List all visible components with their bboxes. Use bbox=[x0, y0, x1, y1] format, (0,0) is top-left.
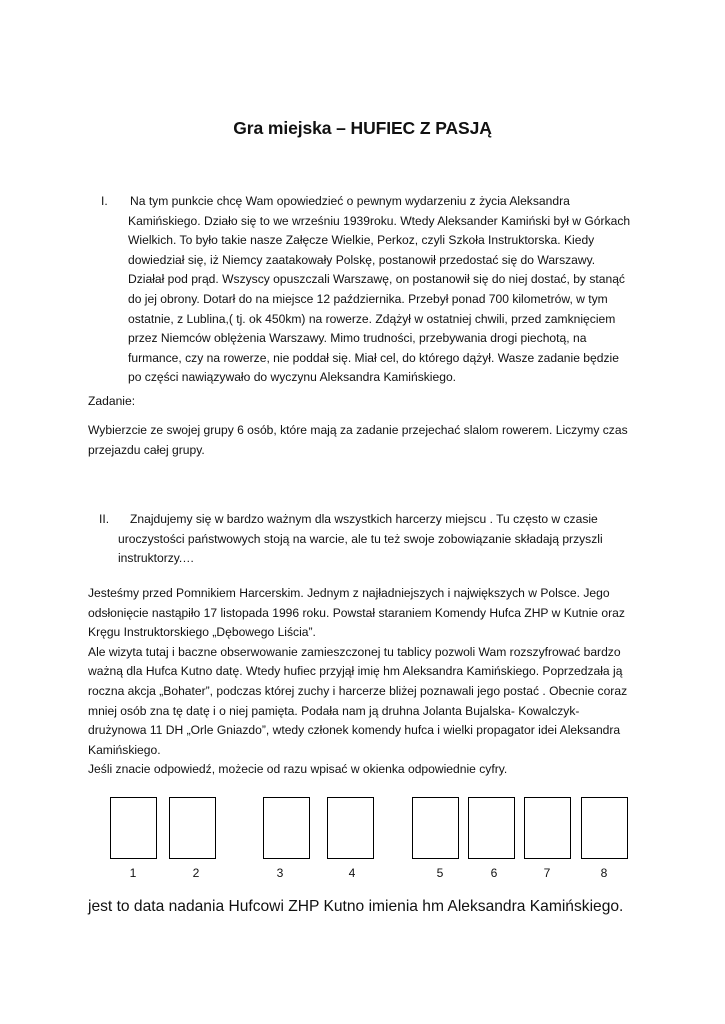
body-line: Kręgu Instruktorskiego „Dębowego Liścia”. bbox=[88, 625, 316, 640]
answer-box-7[interactable] bbox=[524, 797, 571, 859]
section1-line: Wielkich. To było takie nasze Załęcze Wielkie, Perkoz, czyli Szkoła Instruktorska. Kiedy bbox=[128, 233, 595, 248]
body-line: roczna akcja „Bohater”, podczas której zuchy i harcerze bliżej poznawali jego postać . Obecnie coraz bbox=[88, 683, 628, 698]
answer-box-6[interactable] bbox=[468, 797, 515, 859]
section2-numeral: II. bbox=[99, 512, 110, 526]
section1-line: przez Niemców oblężenia Warszawy. Mimo trudności, przebywania drogi piechotą, na bbox=[128, 331, 587, 346]
answer-box-3[interactable] bbox=[263, 797, 310, 859]
body-line: Jesteśmy przed Pomnikiem Harcerskim. Jednym z najładniejszych i największych w Polsce. Jego bbox=[88, 586, 610, 600]
section1-line: po części nawiązywało do wyczynu Aleksandra Kamińskiego. bbox=[128, 370, 457, 385]
box-number: 6 bbox=[490, 866, 498, 880]
answer-box-4[interactable] bbox=[327, 797, 374, 859]
box-number: 5 bbox=[436, 866, 444, 880]
body-line: odsłonięcie nastąpiło 17 listopada 1996 roku. Powstał staraniem Komendy Hufca ZHP w Kutnie oraz bbox=[88, 605, 625, 620]
body-line: ważną dla Hufca Kutno datę. Wtedy hufiec przyjął imię hm Aleksandra Kamińskiego. Poprzedzała ją bbox=[88, 664, 623, 679]
body-line: Ale wizyta tutaj i baczne obserwowanie zamieszczonej tu tablicy pozwoli Wam rozszyfrować bardzo bbox=[88, 644, 621, 659]
body-line: Kamińskiego. bbox=[88, 742, 161, 757]
answer-boxes bbox=[0, 797, 725, 887]
box-number: 8 bbox=[600, 866, 608, 880]
section1-line: do jej obrony. Dotarł do na miejsce 12 października. Przebył ponad 700 kilometrów, w tym bbox=[128, 291, 608, 306]
final-statement: jest to data nadania Hufcowi ZHP Kutno imienia hm Aleksandra Kamińskiego. bbox=[88, 898, 624, 915]
answer-box-2[interactable] bbox=[169, 797, 216, 859]
answer-box-1[interactable] bbox=[110, 797, 157, 859]
section1-line: ostatnie, z Lublina,( tj. ok 450km) na rowerze. Zdążył w ostatniej chwili, przed zamknięciem bbox=[128, 311, 616, 326]
task-label: Zadanie: bbox=[88, 394, 136, 408]
task-line: przejazdu całej grupy. bbox=[88, 442, 205, 457]
section1-line: Na tym punkcie chcę Wam opowiedzieć o pewnym wydarzeniu z życia Aleksandra bbox=[130, 194, 570, 208]
section1-text bbox=[128, 192, 648, 388]
section1-line: dowiedział się, iż Niemcy zaatakowały Polskę, postanowił przedostać się do Warszawy. bbox=[128, 252, 596, 267]
box-number: 2 bbox=[192, 866, 200, 880]
body-line: drużynowa 11 DH „Orle Gniazdo”, wtedy członek komendy hufca i wielki propagator idei Aleksandra bbox=[88, 723, 621, 738]
box-number: 7 bbox=[543, 866, 551, 880]
page-title: Gra miejska – HUFIEC Z PASJĄ bbox=[233, 118, 492, 138]
section2-line: Znajdujemy się w bardzo ważnym dla wszystkich harcerzy miejscu . Tu często w czasie bbox=[130, 512, 598, 526]
section1-line: Działał pod prąd. Wszyscy opuszczali Warszawę, on postanowił się do niej dostać, by stanąć bbox=[128, 272, 625, 287]
box-number: 1 bbox=[129, 866, 137, 880]
section2-body bbox=[88, 584, 688, 780]
box-number: 3 bbox=[276, 866, 284, 880]
body-line: Jeśli znacie odpowiedź, możecie od razu wpisać w okienka odpowiednie cyfry. bbox=[88, 762, 508, 777]
section2-line: instruktorzy.… bbox=[118, 551, 195, 566]
section2-intro bbox=[118, 510, 650, 569]
task-line: Wybierzcie ze swojej grupy 6 osób, które mają za zadanie przejechać slalom rowerem. Liczymy czas bbox=[88, 423, 628, 437]
answer-box-8[interactable] bbox=[581, 797, 628, 859]
section2-line: uroczystości państwowych stoją na warcie, ale tu też swoje zobowiązanie składają przyszli bbox=[118, 531, 603, 546]
answer-box-5[interactable] bbox=[412, 797, 459, 859]
box-number: 4 bbox=[348, 866, 356, 880]
section1-numeral: I. bbox=[101, 194, 108, 208]
section1-line: furmance, czy na rowerze, nie poddał się. Miał cel, do którego dążył. Wasze zadanie będzie bbox=[128, 350, 619, 365]
task-text bbox=[88, 421, 668, 460]
section1-line: Kamińskiego. Działo się to we wrześniu 1939roku. Wtedy Aleksander Kamiński był w Górkach bbox=[128, 213, 631, 228]
body-line: mniej osób zna tę datę i o niej pamięta. Podała nam ją druhna Jolanta Bujalska- Kowalczyk- bbox=[88, 703, 580, 718]
